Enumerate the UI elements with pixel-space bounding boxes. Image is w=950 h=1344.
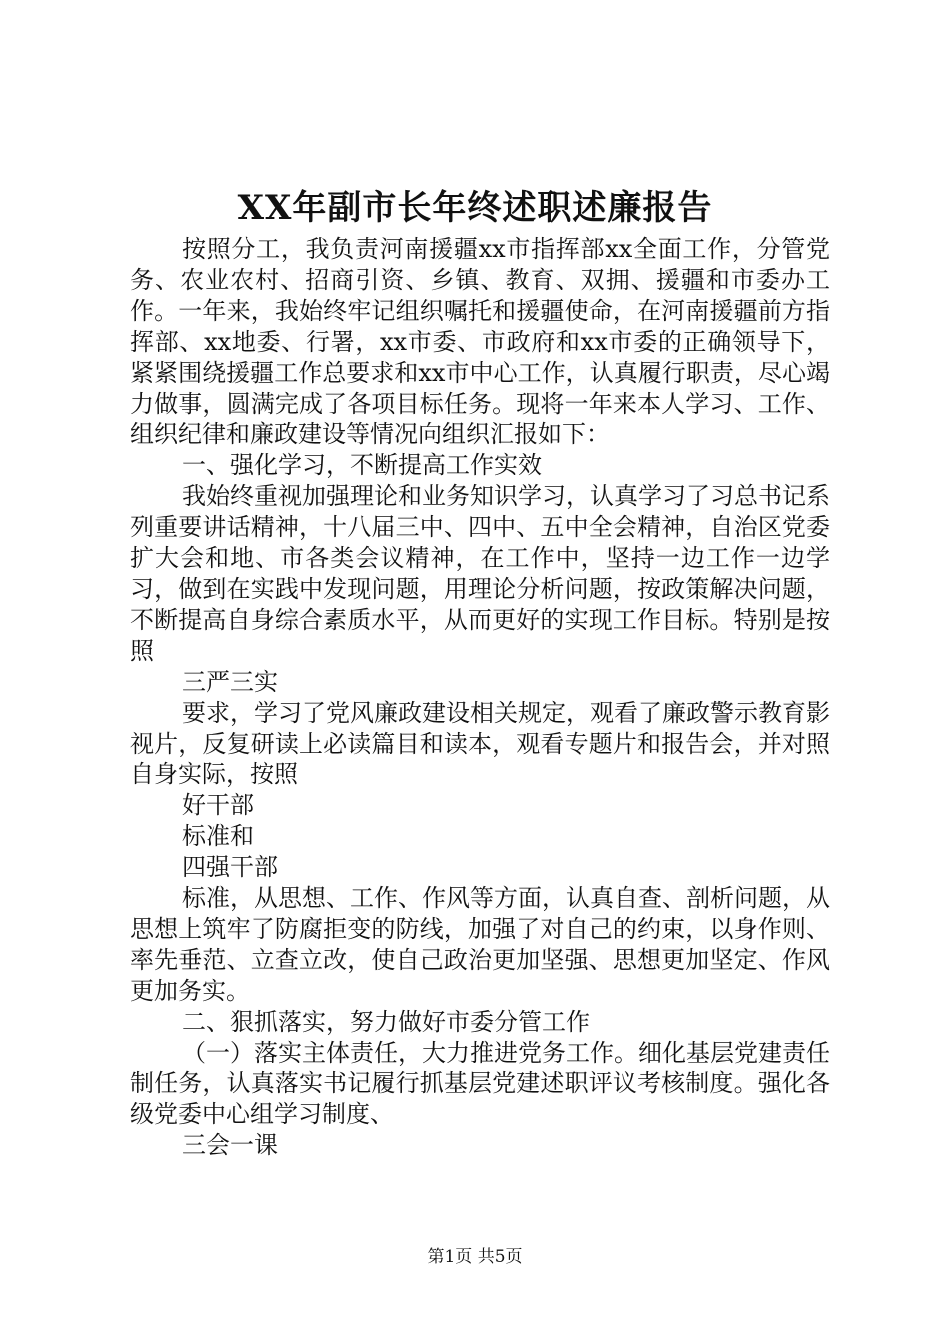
page-footer: 第1页 共5页 <box>427 1247 523 1267</box>
section-heading-2: 二、狠抓落实，努力做好市委分管工作 <box>182 1007 590 1036</box>
paragraph-requirements: 要求，学习了党风廉政建设相关规定，观看了廉政警示教育影视片，反复研读上必读篇目和读本，观看专题片和报告会，并对照自身实际，按照 <box>130 698 830 789</box>
paragraph-fragment-four-strong: 四强干部 <box>182 853 278 882</box>
paragraph-fragment-standard-and: 标准和 <box>182 822 254 851</box>
section-heading-1: 一、强化学习，不断提高工作实效 <box>182 451 542 480</box>
document-body <box>130 234 830 1161</box>
paragraph-fragment-good-cadre: 好干部 <box>182 791 254 820</box>
document-title: XX年副市长年终述职述廉报告 <box>237 188 713 228</box>
paragraph-study: 我始终重视加强理论和业务知识学习，认真学习了习总书记系列重要讲话精神，十八届三中、四中、五中全会精神，自治区党委扩大会和地、市各类会议精神，在工作中，坚持一边工作一边学习，做到在实践中发现问题，用理论分析问题，按政策解决问题，不断提高自身综合素质水平，从而更好的实现工作目标。特别是按照 <box>130 482 830 665</box>
paragraph-intro: 按照分工，我负责河南援疆xx市指挥部xx全面工作，分管党务、农业农村、招商引资、乡镇、教育、双拥、援疆和市委办工作。一年来，我始终牢记组织嘱托和援疆使命，在河南援疆前方指挥部、xx地委、行署，xx市委、市政府和xx市委的正确领导下，紧紧围绕援疆工作总要求和xx市中心工作，认真履行职责，尽心竭力做事，圆满完成了各项目标任务。现将一年来本人学习、工作、组织纪律和廉政建设等情况向组织汇报如下： <box>130 235 830 449</box>
paragraph-self-check: 标准，从思想、工作、作风等方面，认真自查、剖析问题，从思想上筑牢了防腐拒变的防线，加强了对自己的约束，以身作则、率先垂范、立查立改，使自己政治更加坚强、思想更加坚定、作风更加务实。 <box>130 884 830 1005</box>
paragraph-party-affairs: （一）落实主体责任，大力推进党务工作。细化基层党建责任制任务，认真落实书记履行抓基层党建述职评议考核制度。强化各级党委中心组学习制度、 <box>130 1038 830 1129</box>
paragraph-fragment-sanhui: 三会一课 <box>182 1131 278 1160</box>
paragraph-fragment-sanyan: 三严三实 <box>182 667 278 696</box>
